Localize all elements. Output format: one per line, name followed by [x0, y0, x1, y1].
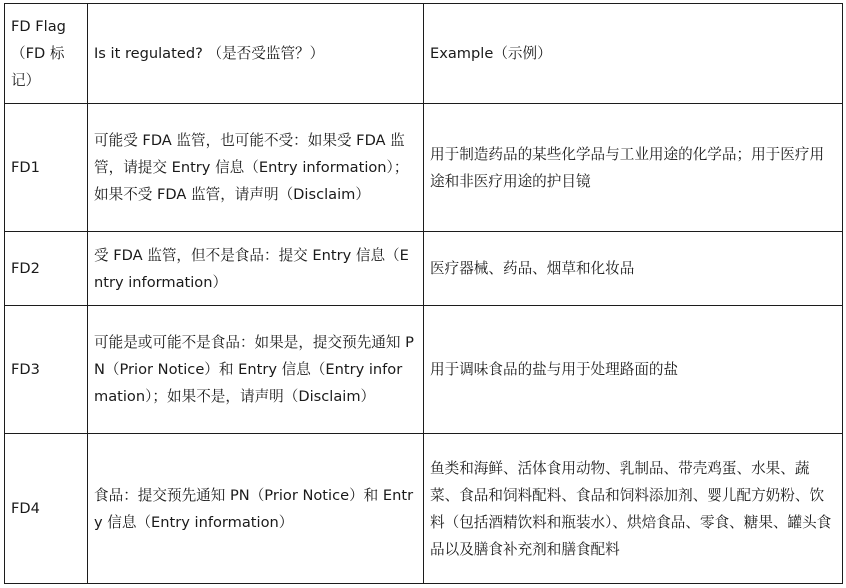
regulated-cell: 可能受 FDA 监管，也可能不受：如果受 FDA 监管，请提交 Entry 信息（Entry information）；如果不受 FDA 监管，请声明（Disclaim）	[88, 104, 424, 232]
table-row	[5, 104, 843, 232]
flag-cell: FD4	[5, 434, 88, 584]
flag-cell: FD1	[5, 104, 88, 232]
table-header-row	[5, 4, 843, 104]
table-row	[5, 434, 843, 584]
fd-flag-table	[4, 3, 843, 584]
regulated-cell: 食品：提交预先通知 PN（Prior Notice）和 Entry 信息（Entry information）	[88, 434, 424, 584]
flag-cell: FD2	[5, 232, 88, 306]
example-cell: 用于调味食品的盐与用于处理路面的盐	[424, 306, 843, 434]
example-cell: 医疗器械、药品、烟草和化妆品	[424, 232, 843, 306]
table-row	[5, 232, 843, 306]
example-cell: 鱼类和海鲜、活体食用动物、乳制品、带壳鸡蛋、水果、蔬菜、食品和饲料配料、食品和饲料添加剂、婴儿配方奶粉、饮料（包括酒精饮料和瓶装水）、烘焙食品、零食、糖果、罐头食品以及膳食补充剂和膳食配料	[424, 434, 843, 584]
header-example: Example（示例）	[424, 4, 843, 104]
header-regulated: Is it regulated? （是否受监管？）	[88, 4, 424, 104]
flag-cell: FD3	[5, 306, 88, 434]
header-fd-flag: FD Flag（FD 标记）	[5, 4, 88, 104]
regulated-cell: 可能是或可能不是食品：如果是，提交预先通知 PN（Prior Notice）和 Entry 信息（Entry information）；如果不是，请声明（Disclaim）	[88, 306, 424, 434]
example-cell: 用于制造药品的某些化学品与工业用途的化学品；用于医疗用途和非医疗用途的护目镜	[424, 104, 843, 232]
regulated-cell: 受 FDA 监管，但不是食品：提交 Entry 信息（Entry information）	[88, 232, 424, 306]
table-row	[5, 306, 843, 434]
